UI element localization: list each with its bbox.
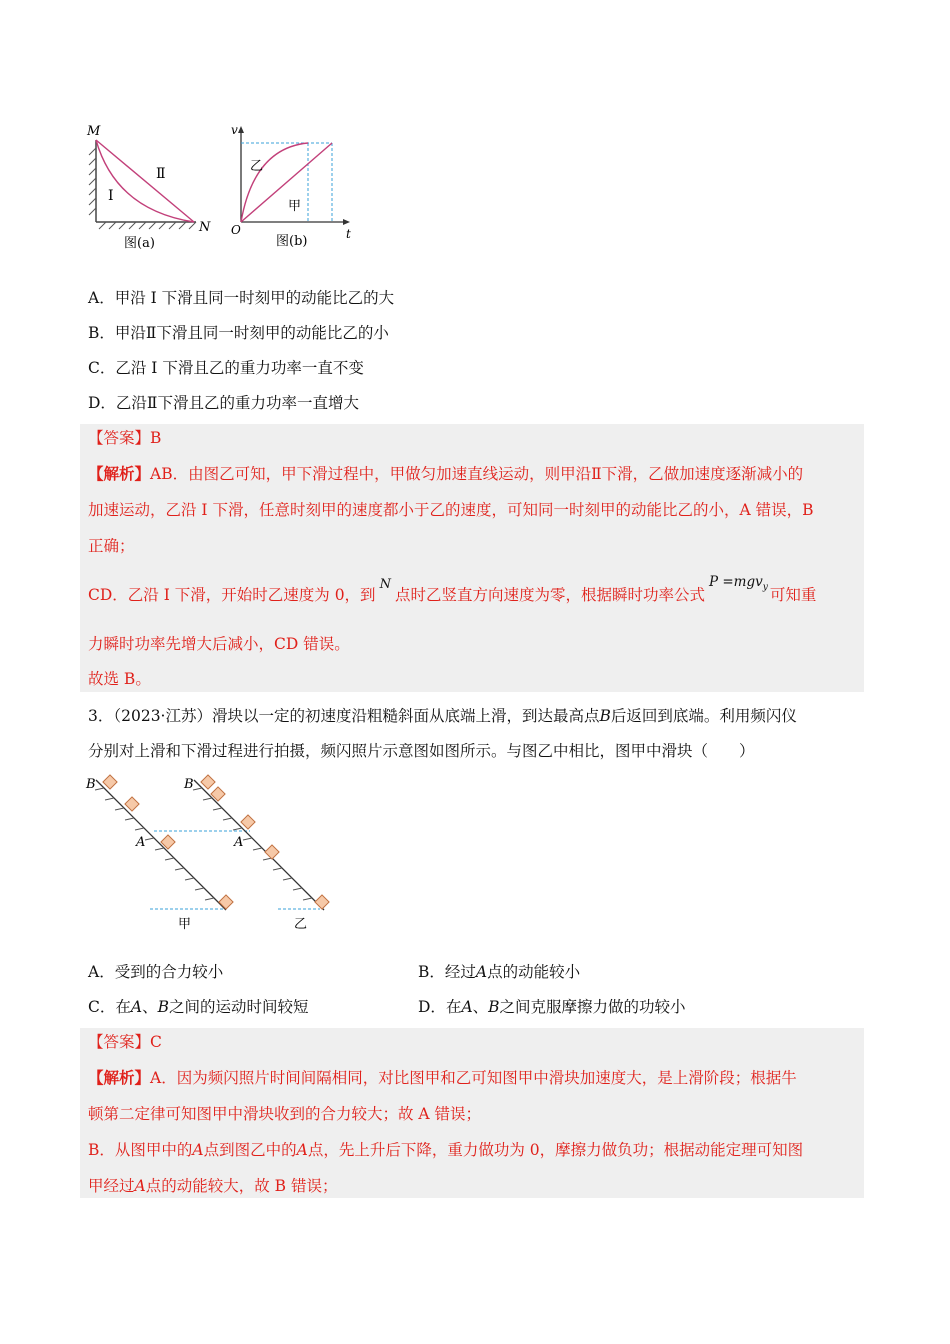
q3-analysis-tag: 【解析】: [88, 1068, 151, 1087]
power-formula: P =mgv$_y$: [708, 574, 768, 593]
q2-answer: 【答案】B: [88, 429, 162, 447]
line-jia: [241, 143, 332, 222]
q2-analysis-line-1: 【解析】AB．由图乙可知，甲下滑过程中，甲做匀加速直线运动，则甲沿Ⅱ下滑，乙做加速度逐渐减小的: [88, 464, 804, 483]
fig-label-yi: 乙: [294, 917, 308, 932]
label-t: t: [346, 227, 351, 241]
label-jia: 甲: [288, 199, 302, 214]
label-II: Ⅱ: [156, 166, 166, 182]
fig-jia-B: B: [86, 777, 96, 792]
q2-conclusion: 故选 B。: [88, 670, 151, 688]
figure-a-b: [84, 118, 374, 258]
label-N: N: [199, 220, 211, 235]
q2-analysis-line-3: 正确；: [88, 537, 135, 555]
label-M: M: [87, 124, 101, 139]
fig-yi-A: A: [234, 835, 244, 850]
label-yi: 乙: [250, 159, 264, 174]
q2-option-a: A．甲沿 I 下滑且同一时刻甲的动能比乙的大: [88, 289, 395, 307]
q3-option-a: A．受到的合力较小: [88, 963, 224, 981]
caption-b: 图(b): [276, 234, 308, 249]
caption-a: 图(a): [124, 236, 155, 251]
figure-b: [231, 123, 351, 249]
fig-jia-A: A: [136, 835, 146, 850]
fig-yi-B: B: [184, 777, 194, 792]
figure-slopes: [84, 770, 344, 940]
q3-answer: 【答案】C: [88, 1033, 162, 1051]
q3-option-d: D．在A、B之间克服摩擦力做的功较小: [418, 998, 686, 1016]
q2-option-d: D．乙沿Ⅱ下滑且乙的重力功率一直增大: [88, 394, 359, 412]
q2-option-b: B．甲沿Ⅱ下滑且同一时刻甲的动能比乙的小: [88, 324, 389, 342]
q3-analysis-line-3: B．从图甲中的A点到图乙中的A点，先上升后下降，重力做功为 0，摩擦力做负功；根据动能定理可知图: [88, 1141, 804, 1159]
q3-analysis-line-2: 顿第二定律可知图甲中滑块收到的合力较大；故 A 错误；: [88, 1105, 482, 1123]
q2-analysis-line-5: 力瞬时功率先增大后减小，CD 错误。: [88, 635, 350, 653]
slope-yi: [183, 775, 329, 932]
q3-stem-line-2: 分别对上滑和下滑过程进行拍摄，频闪照片示意图如图所示。与图乙中相比，图甲中滑块（ ）: [88, 742, 755, 760]
q3-analysis-line-1: 【解析】A．因为频闪照片时间间隔相同，对比图甲和乙可知图甲中滑块加速度大，是上滑阶段；根据牛: [88, 1068, 797, 1087]
q2-point-N: N: [379, 577, 391, 592]
label-v: v: [231, 123, 238, 137]
q2-analysis-tag: 【解析】: [88, 464, 151, 483]
slope-II-straight: [96, 140, 194, 222]
q3-analysis-line-4: 甲经过A点的动能较大，故 B 错误；: [88, 1177, 338, 1195]
q2-analysis-line-4: CD．乙沿 I 下滑，开始时乙速度为 0，到$^N$点时乙竖直方向速度为零，根据瞬时功率公式P =mgv$_y$ 可知重: [88, 574, 817, 604]
figure-a: [86, 124, 211, 251]
q3-stem-line-1: 3．（2023·江苏）滑块以一定的初速度沿粗糙斜面从底端上滑，到达最高点B后返回到底端。利用频闪仪: [88, 707, 797, 725]
q2-option-c: C．乙沿 I 下滑且乙的重力功率一直不变: [88, 359, 364, 377]
fig-label-jia: 甲: [178, 917, 192, 932]
q3-option-c: C．在A、B之间的运动时间较短: [88, 998, 309, 1016]
label-I: I: [108, 188, 114, 204]
q3-option-b: B．经过A点的动能较小: [418, 963, 581, 981]
label-O: O: [231, 223, 241, 237]
q2-analysis-line-2: 加速运动，乙沿 I 下滑，任意时刻甲的速度都小于乙的速度，可知同一时刻甲的动能比乙的小，A 错误，B: [88, 501, 814, 519]
